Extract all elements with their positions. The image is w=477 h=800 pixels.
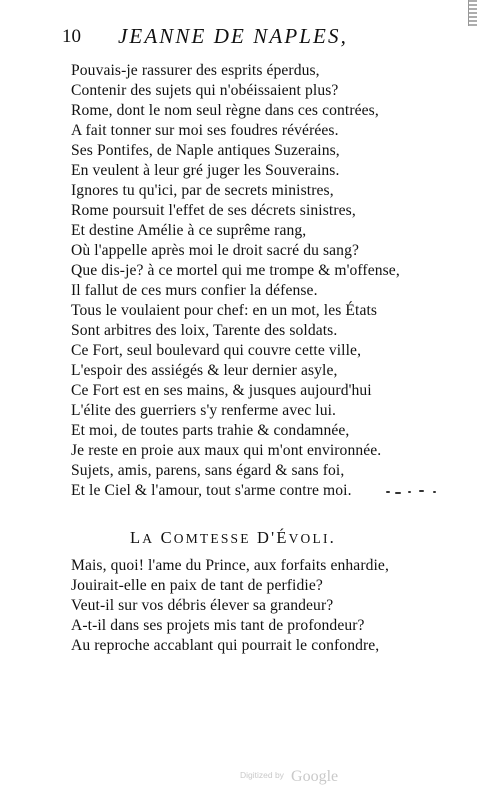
verse-line: Jouirait-elle en paix de tant de perfidie?	[71, 577, 323, 594]
verse-line: Ce Fort, seul boulevard qui couvre cette ville,	[71, 342, 362, 359]
watermark-prefix: Digitized by	[240, 770, 284, 780]
verse-line: L'élite des guerriers s'y renferme avec lui.	[71, 402, 337, 419]
verse-line: Où l'appelle après moi le droit sacré du sang?	[71, 242, 359, 259]
verse-line: En veulent à leur gré juger les Souverains.	[71, 162, 340, 179]
verse-line: Que dis-je? à ce mortel qui me trompe & m'offense,	[71, 262, 400, 279]
verse-line: Au reproche accablant qui pourrait le confondre,	[71, 637, 380, 654]
ink-specks	[386, 489, 444, 497]
speaker-place-cap: D'É	[257, 528, 289, 547]
verse-line: A-t-il dans ses projets mis tant de profondeur?	[71, 617, 365, 634]
verse-line: Ce Fort est en ses mains, & jusques aujourd'hui	[71, 382, 372, 399]
verse-line: L'espoir des assiégés & leur dernier asyle,	[71, 362, 338, 379]
verse-line: Ses Pontifes, de Naple antiques Suzerains,	[71, 142, 340, 159]
speaker-article-small: A	[142, 531, 155, 546]
page-header	[62, 24, 392, 50]
verse-line: Sont arbitres des loix, Tarente des soldats.	[71, 322, 338, 339]
verse-line: Contenir des sujets qui n'obéissaient plus?	[71, 82, 339, 99]
watermark-brand: Google	[291, 768, 339, 785]
verse-line: Rome, dont le nom seul règne dans ces contrées,	[71, 102, 379, 119]
speaker-name-cap: C	[160, 528, 174, 547]
speaker-period: .	[329, 528, 336, 547]
verse-line: Tous le voulaient pour chef: en un mot, les États	[71, 302, 378, 319]
speaker-name-small: OMTESSE	[173, 531, 251, 546]
page-edge-mark	[468, 0, 477, 26]
verse-line: Ignores tu qu'ici, par de secrets ministres,	[71, 182, 334, 199]
verse-line: Rome poursuit l'effet de ses décrets sinistres,	[71, 202, 356, 219]
verse-line: A fait tonner sur moi ses foudres révérées.	[71, 122, 339, 139]
verse-line: Je reste en proie aux maux qui m'ont environnée.	[71, 442, 382, 459]
verse-line: Et moi, de toutes parts trahie & condamnée,	[71, 422, 350, 439]
verse-line: Veut-il sur vos débris élever sa grandeur?	[71, 597, 334, 614]
verse-line: Pouvais-je rassurer des esprits éperdus,	[71, 62, 320, 79]
digitization-watermark	[240, 766, 338, 786]
verse-line: Et destine Amélie à ce suprême rang,	[71, 222, 307, 239]
verse-line: Sujets, amis, parens, sans égard & sans foi,	[71, 462, 345, 479]
verse-line: Mais, quoi! l'ame du Prince, aux forfaits enhardie,	[71, 557, 389, 574]
running-title: JEANNE DE NAPLES,	[118, 24, 348, 48]
speaker-place-small: VOLI	[288, 531, 330, 546]
speaker-article-cap: L	[130, 528, 143, 547]
speaker-heading	[130, 528, 336, 548]
verse-line: Et le Ciel & l'amour, tout s'arme contre moi.	[71, 482, 352, 499]
verse-line: Il fallut de ces murs confier la défense.	[71, 282, 318, 299]
page-number: 10	[62, 26, 81, 47]
